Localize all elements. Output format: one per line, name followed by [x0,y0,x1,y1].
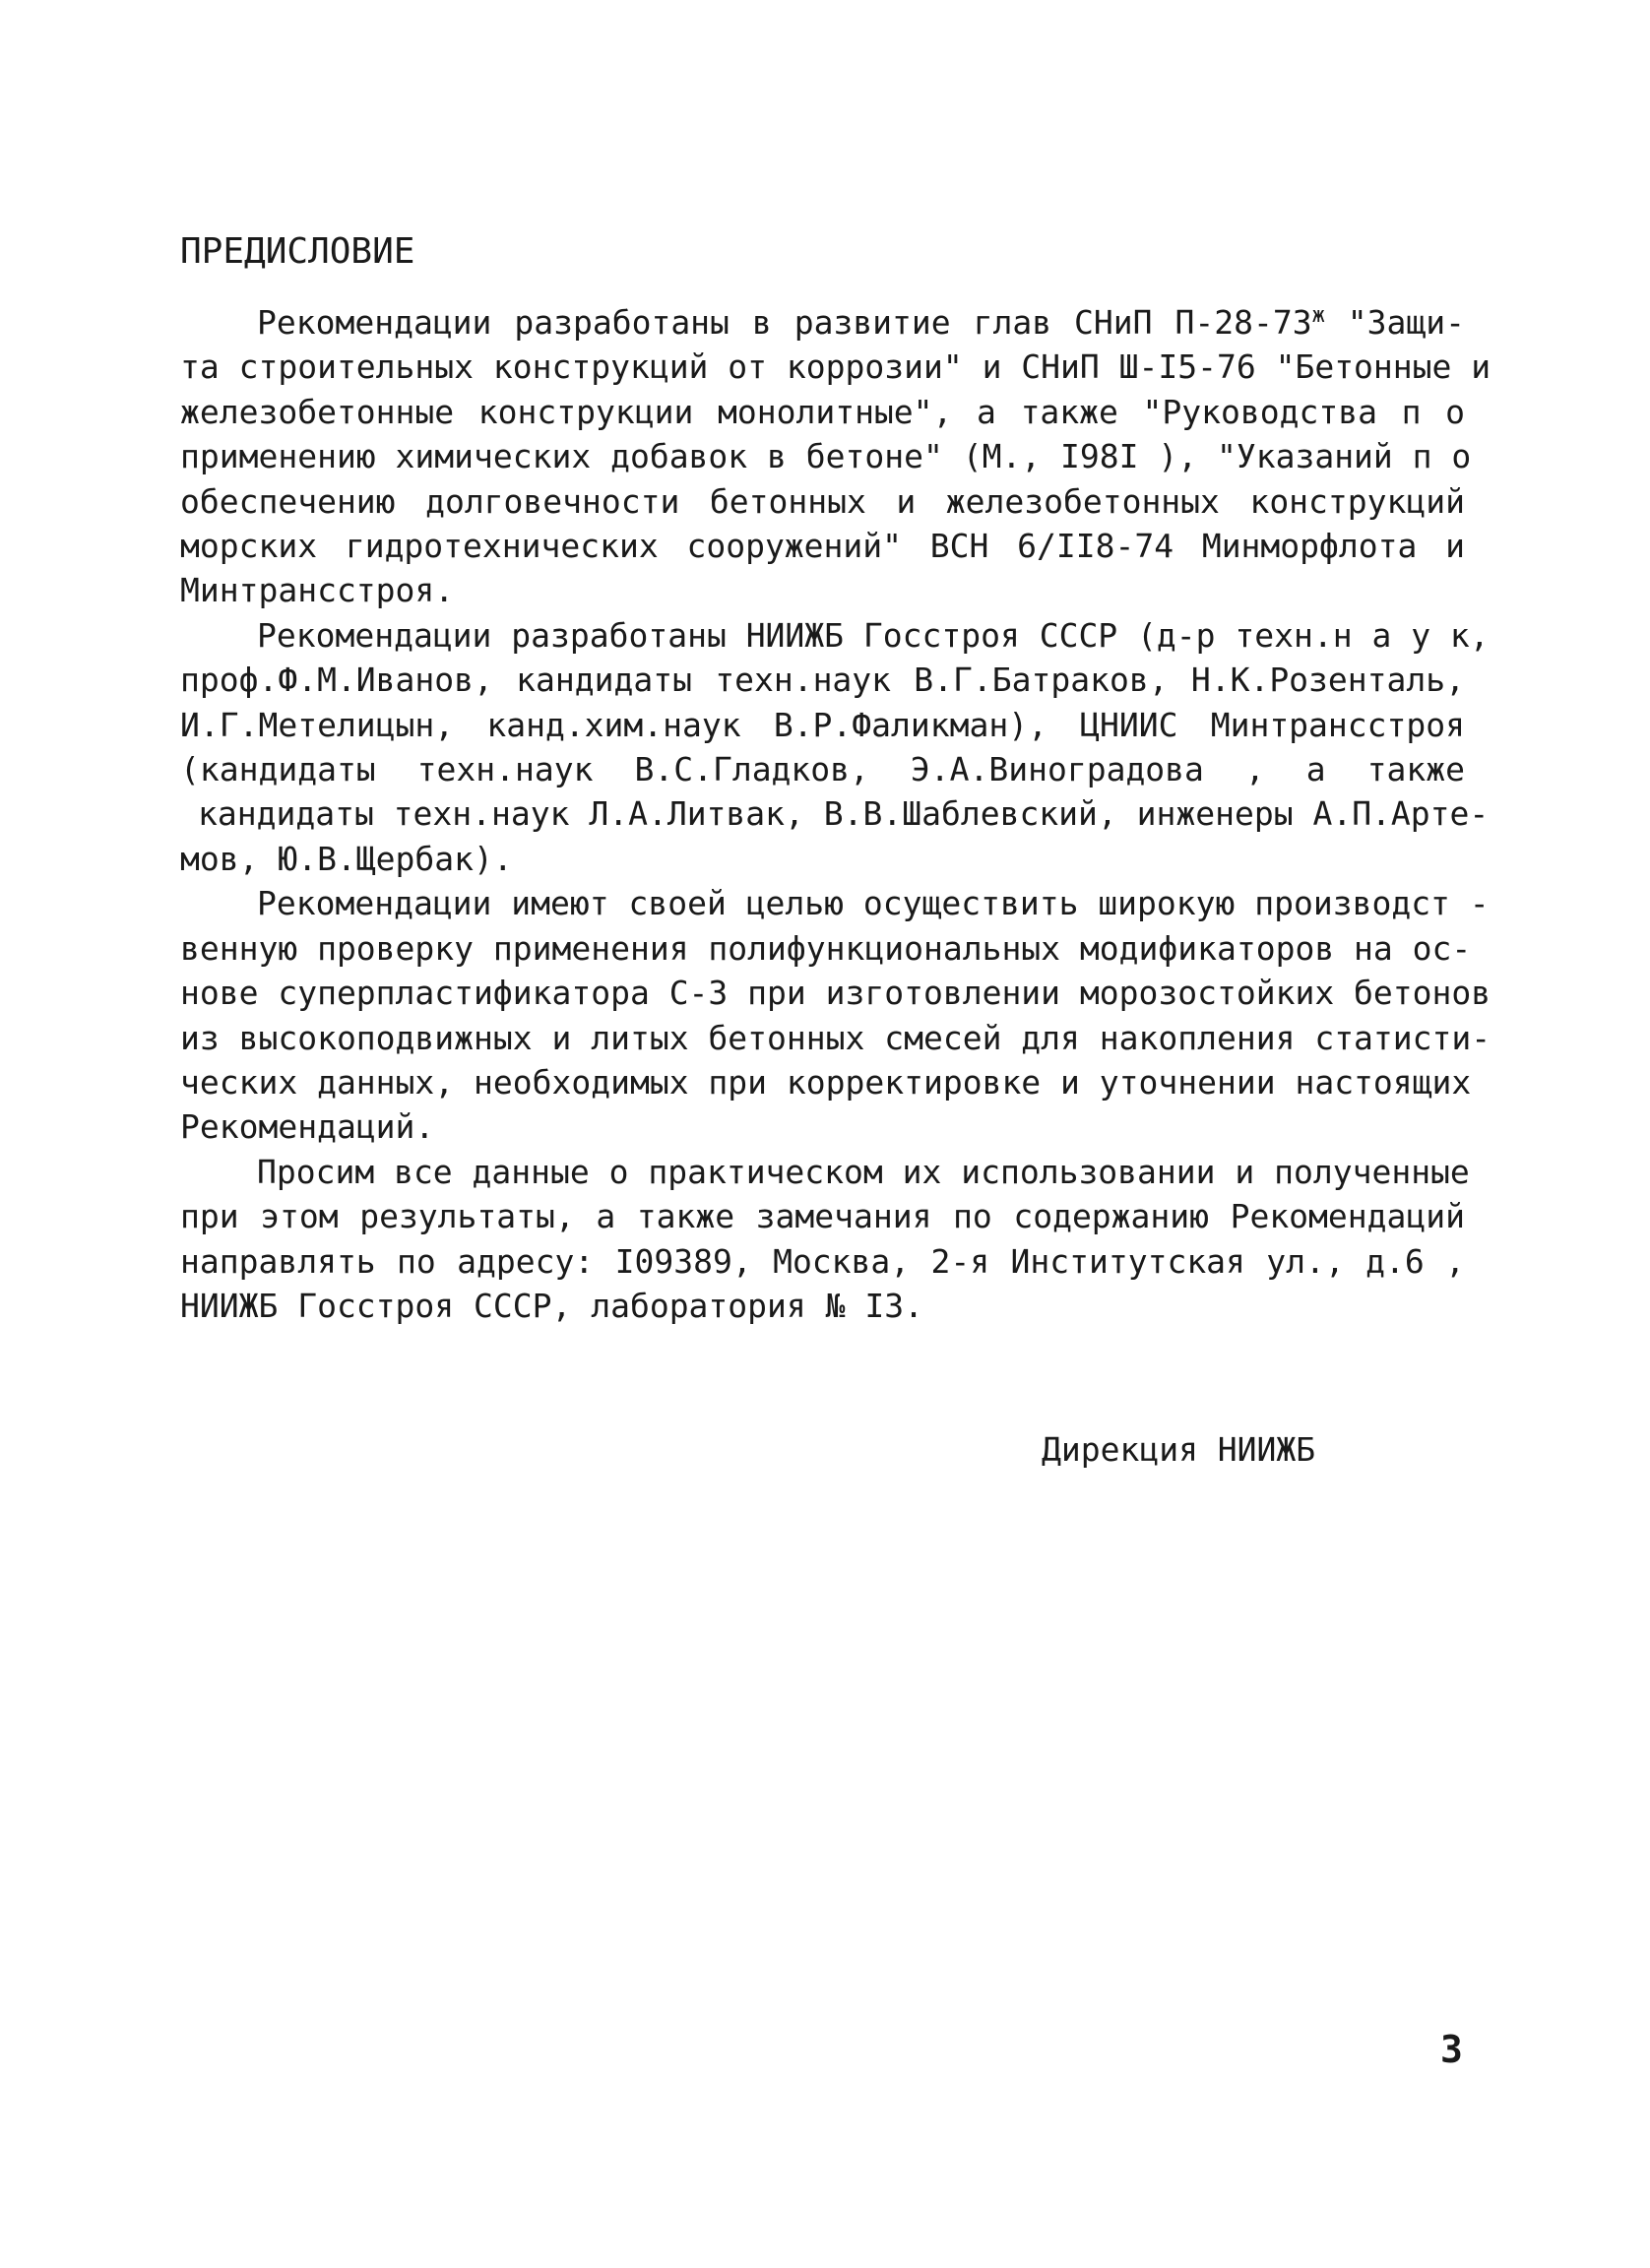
paragraph-line: Рекомендации имеют своей целью осуществить широкую производст - [257,884,1490,923]
paragraph-line: из высокоподвижных и литых бетонных смесей для накопления статисти- [180,1018,1491,1057]
paragraph-line: железобетонные конструкции монолитные", а также "Руководства п о [180,392,1465,431]
paragraph-line: Просим все данные о практическом их использовании и полученные [257,1152,1470,1191]
paragraph-line: (кандидаты техн.наук В.С.Гладков, Э.А.Виноградова , а также [180,750,1465,789]
paragraph-line: обеспечению долговечности бетонных и железобетонных конструкций [180,481,1465,521]
paragraph-line: ческих данных, необходимых при корректировке и уточнении настоящих [180,1062,1472,1102]
paragraph-line: та строительных конструкций от коррозии" и СНиП Ш-I5-76 "Бетонные и [180,347,1491,387]
paragraph-line: венную проверку применения полифункциональных модификаторов на ос- [180,928,1472,968]
page-title: ПРЕДИСЛОВИЕ [180,231,415,272]
paragraph-line: морских гидротехнических сооружений" ВСН 6/II8-74 Минморфлота и [180,527,1465,566]
paragraph-line: Рекомендации разработаны в развитие глав СНиП $П-28-73^ж$ "Защи- [257,303,1465,342]
paragraph-line: при этом результаты, а также замечания по содержанию Рекомендаций [180,1197,1465,1236]
paragraph-line: применению химических добавок в бетоне" (М., I98I ), "Указаний п о [180,437,1472,476]
paragraph-line: И.Г.Метелицын, канд.хим.наук В.Р.Фаликман), ЦНИИС Минтрансстроя [180,705,1465,744]
page-number: 3 [1440,2028,1463,2071]
paragraph-line: мов, Ю.В.Щербак). [180,839,513,878]
paragraph-line: нове суперпластификатора С-3 при изготовлении морозостойких бетонов [180,974,1491,1013]
paragraph-3 [180,881,1491,1149]
paragraph-1 [180,300,1491,613]
paragraph-line: направлять по адресу: I09389, Москва, 2-я Институтская ул., д.6 , [180,1241,1465,1281]
body-text [180,300,1491,1328]
paragraph-2 [180,613,1490,881]
signature: Дирекция НИИЖБ [1042,1430,1316,1469]
paragraph-line: Рекомендаций. [180,1107,435,1147]
paragraph-line: Минтрансстроя. [180,571,455,610]
footnote-mark: ж [1311,303,1325,328]
paragraph-line: проф.Ф.М.Иванов, кандидаты техн.наук В.Г.Батраков, Н.К.Розенталь, [180,661,1465,700]
paragraph-4 [180,1150,1470,1329]
paragraph-line: НИИЖБ Госстроя СССР, лаборатория № I3. [180,1286,923,1325]
paragraph-line: кандидаты техн.наук Л.А.Литвак, В.В.Шаблевский, инженеры А.П.Арте- [198,794,1490,834]
paragraph-line: Рекомендации разработаны НИИЖБ Госстроя СССР (д-р техн.н а у к, [257,615,1490,655]
